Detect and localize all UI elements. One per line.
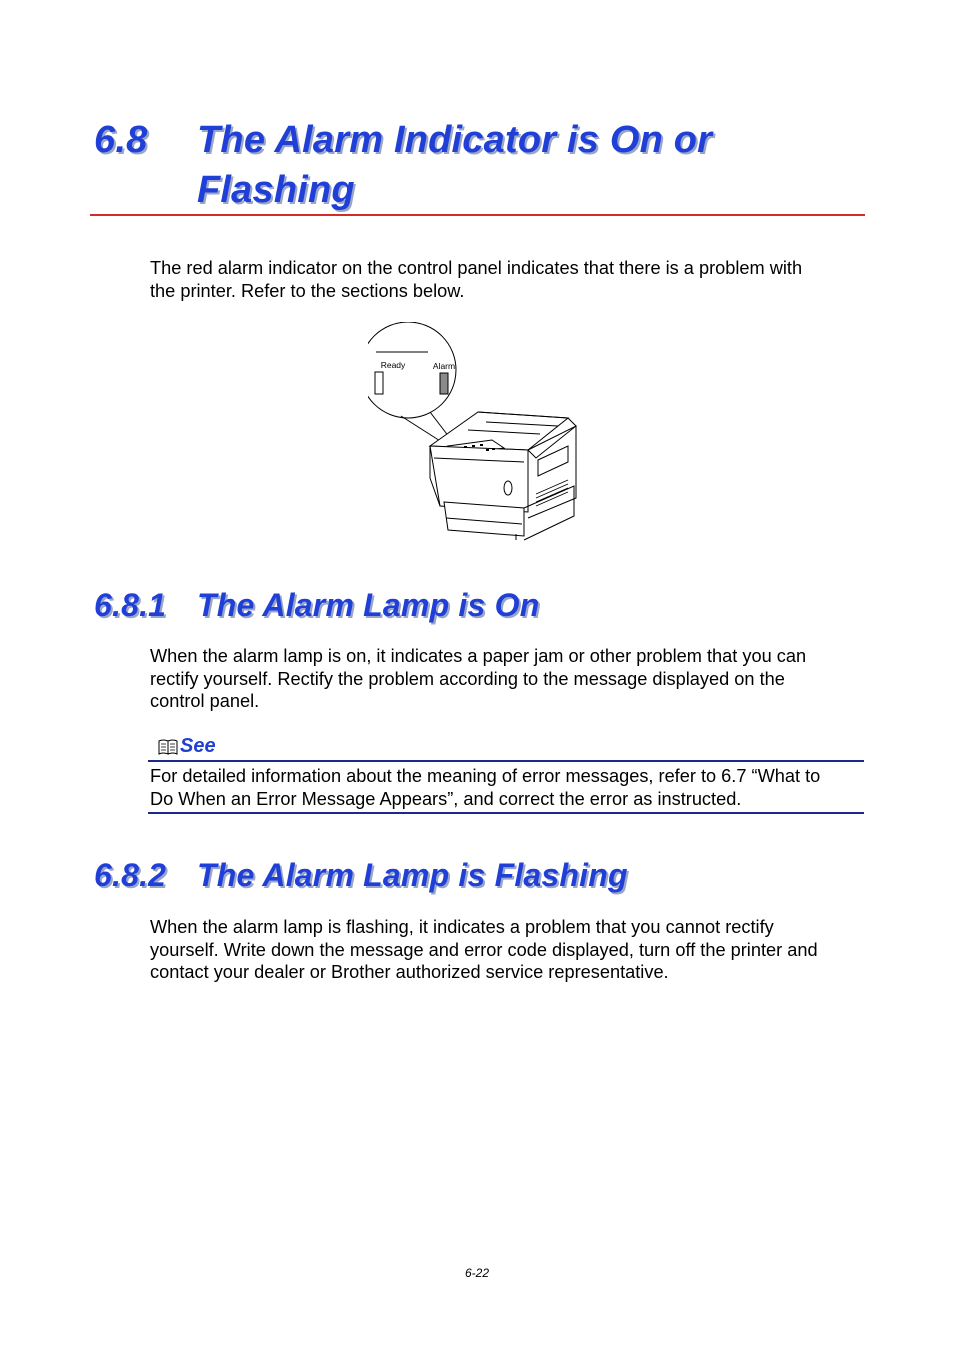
subsection1-number: 6.8.1 — [94, 587, 167, 623]
subsection1-line-3: control panel. — [150, 691, 260, 711]
page-number: 6-22 — [464, 1266, 490, 1280]
see-bottom-rule — [148, 812, 864, 814]
book-icon — [158, 739, 178, 755]
intro-line-1: The red alarm indicator on the control panel indicates that there is a problem with — [150, 258, 803, 278]
ready-lamp — [375, 372, 383, 394]
see-note — [148, 733, 864, 814]
heading-rule — [90, 214, 865, 216]
ready-label: Ready — [380, 360, 406, 370]
subsection1-line-2: rectify yourself. Rectify the problem according to the message displayed on the — [150, 668, 785, 689]
section-title-line1: The Alarm Indicator is On or — [197, 119, 713, 161]
subsection1-title: The Alarm Lamp is On — [197, 587, 540, 623]
subsection2-line-2: yourself. Write down the message and error code displayed, turn off the printer and — [150, 939, 818, 960]
see-body — [148, 762, 864, 812]
see-label: See — [180, 735, 216, 757]
subsection1-paragraph — [150, 645, 862, 713]
section-title-line2: Flashing — [197, 169, 355, 211]
alarm-lamp — [440, 373, 448, 394]
subsection2-line-3: contact your dealer or Brother authorized service representative. — [150, 962, 669, 982]
subsection1-line-1: When the alarm lamp is on, it indicates a paper jam or other problem that you can — [150, 646, 807, 666]
alarm-label: Alarm — [432, 361, 456, 371]
see-line-1: For detailed information about the meaning of error messages, refer to 6.7 “What to — [150, 766, 821, 786]
intro-paragraph — [150, 257, 862, 302]
subsection2-title: The Alarm Lamp is Flashing — [197, 857, 628, 893]
section-number: 6.8 — [94, 119, 148, 161]
subsection2-number: 6.8.2 — [94, 857, 167, 893]
intro-line-2: the printer. Refer to the sections below. — [150, 280, 465, 301]
subsection2-paragraph — [150, 916, 862, 984]
see-line-2: Do When an Error Message Appears”, and correct the error as instructed. — [150, 788, 742, 809]
printer-illustration — [368, 322, 584, 544]
subsection2-line-1: When the alarm lamp is flashing, it indicates a problem that you cannot rectify — [150, 917, 774, 937]
see-title — [148, 733, 864, 760]
